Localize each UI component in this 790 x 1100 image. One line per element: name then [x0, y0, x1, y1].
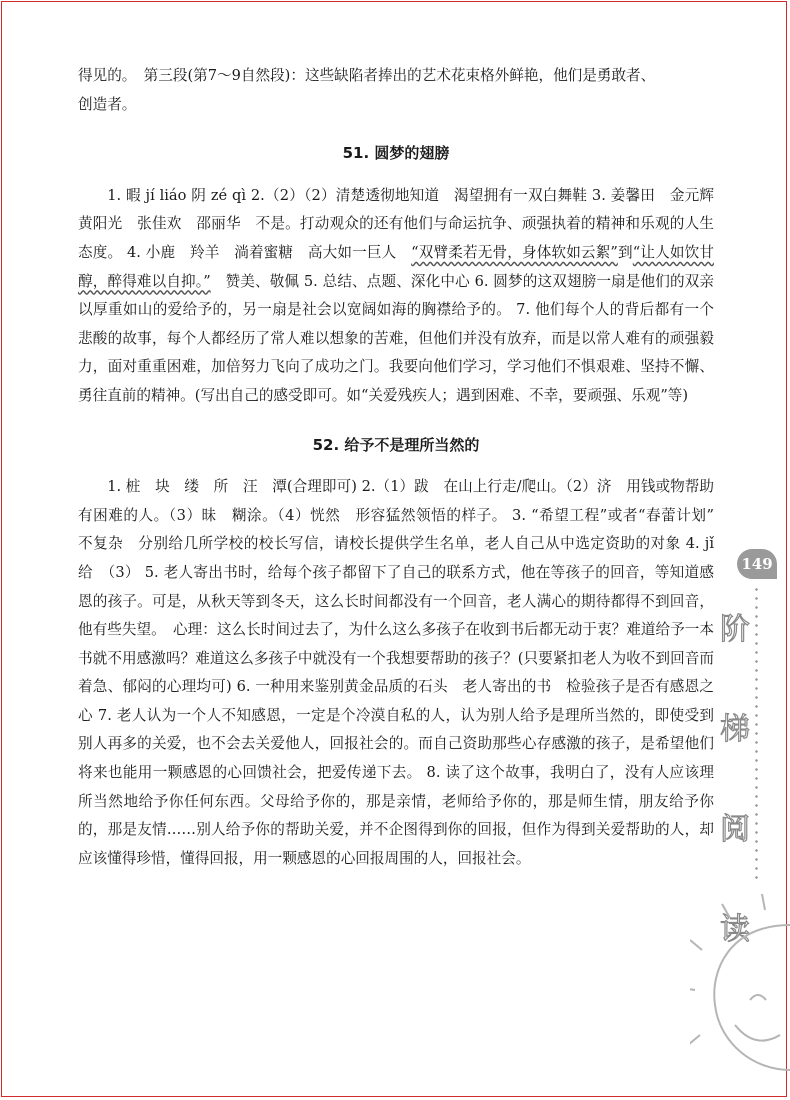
s51-part-c: 赞美、敬佩 5. 总结、点题、深化中心 6. 圆梦的这双翅膀一扇是他们的双亲以厚重如山的爱给予的，另一扇是社会以宽阔如海的胸襟给予的。 7. 他们每个人的背后都有一个悲酸的故事，每个人都经历了常人难以想象的苦难，但他们并没有放弃，而是以常人难有的顽强毅力，面对重重困难，加倍努力飞向了成功之门。我要向他们学习，学习他们不惧艰难、坚持不懈、勇往直前的精神。(写出自己的感受即可。如“关爱残疾人；遇到困难、不幸，要顽强、乐观”等) [78, 272, 714, 404]
section-51-paragraph [78, 182, 729, 411]
smiling-sun-icon [690, 830, 790, 1090]
s51-wavy-quote-1: “双臂柔若无骨，身体软如云絮” [411, 243, 618, 261]
section-52-title: 52. 给予不是理所当然的 [312, 435, 480, 454]
side-title-char-2: 梯 [720, 712, 750, 747]
s51-wavy-quote-2: “让人如饮甘醇，醉得难以自抑。” [78, 243, 714, 290]
section-52-paragraph: 1. 桩 块 缕 所 汪 潭(合理即可) 2.（1）跋 在山上行走/爬山。（2）济 用钱或物帮助有困难的人。（3）昧 糊涂。（4）恍然 形容猛然领悟的样子。 3. “希望工程”或者“春蕾计划” 不复杂 分别给几所学校的校长写信，请校长提供学生名单，老人自己从中选定资助的对象 4. jǐ 给 （3） 5. 老人寄出书时，给每个孩子都留下了自己的联系方式，他在等孩子的回音，等知道感恩的孩子。可是，从秋天等到冬天，这么长时间都没有一个回音，老人满心的期待都得不到回音，他有些失望。 心理：这么长时间过去了，为什么这么多孩子在收到书后都无动于衷？难道给予一本书就不用感激吗？难道这么多孩子中就没有一个我想要帮助的孩子？(只要紧扣老人为收不到回音而着急、郁闷的心理均可) 6. 一种用来鉴别黄金品质的石头 老人寄出的书 检验孩子是否有感恩之心 7. 老人认为一个人不知感恩，一定是个冷漠自私的人，认为别人给予是理所当然的，即使受到别人再多的关爱，也不会去关爱他人，回报社会的。而自己资助那些心存感激的孩子，是希望他们将来也能用一颗感恩的心回馈社会，把爱传递下去。 8. 读了这个故事，我明白了，没有人应该理所当然地给予你任何东西。父母给予你的，那是亲情，老师给予你的，那是师生情，朋友给予你的，那是友情……别人给予你的帮助关爱，并不企图得到你的回报，但作为得到关爱帮助的人，却应该懂得珍惜，懂得回报，用一颗感恩的心回报周围的人，回报社会。 [78, 478, 729, 867]
answer-text [78, 62, 729, 873]
intro-line-1: 得见的。 第三段(第7～9自然段)：这些缺陷者捧出的艺术花束格外鲜艳，他们是勇敢者、 [78, 67, 656, 84]
side-title-char-3: 阅 [720, 812, 750, 847]
s51-part-b: 到 [617, 243, 633, 261]
intro-line-2: 创造者。 [78, 95, 137, 113]
s51-part-a: 1. 暇 jí liáo 阴 zé qì 2.（2）（2）清楚透彻地知道 渴望拥有一双白舞鞋 3. 姜馨田 金元辉 黄阳光 张佳欢 邵丽华 不是。打动观众的还有他们与命运抗争、顽强执着的精神和乐观的人生态度。 4. 小鹿 羚羊 淌着蜜糖 高大如一巨人 [78, 186, 729, 261]
section-51-title: 51. 圆梦的翅膀 [342, 144, 450, 163]
page-number-badge: 149 [737, 549, 777, 579]
side-title-char-1: 阶 [720, 612, 750, 647]
side-title-char-4: 读 [720, 912, 750, 947]
